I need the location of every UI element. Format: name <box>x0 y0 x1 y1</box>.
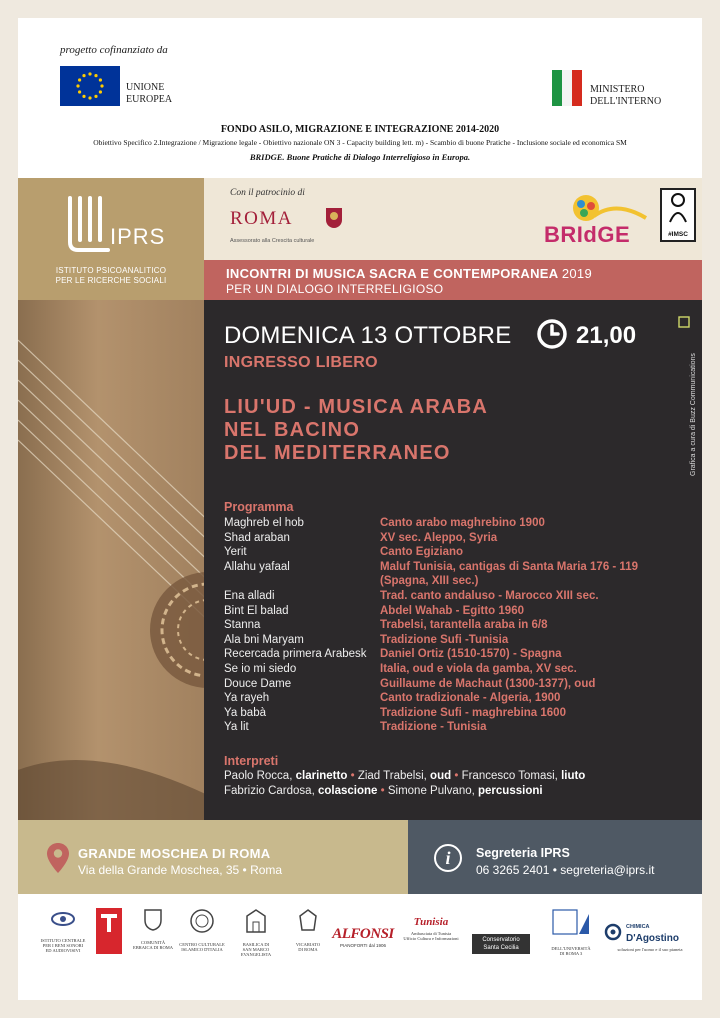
program-item: Ya lit Tradizione - Tunisia <box>224 721 487 734</box>
fund-title: FONDO ASILO, MIGRAZIONE E INTEGRAZIONE 2014-2020 <box>220 124 500 135</box>
buzz-leaf-icon <box>678 316 690 328</box>
partner-conservatorio: Conservatorio Santa Cecilia <box>472 934 534 1000</box>
event-date: DOMENICA 13 OTTOBRE <box>224 322 512 349</box>
performers-line-1: Paolo Rocca, clarinetto • Ziad Trabelsi, oud • Francesco Tomasi, liuto <box>224 770 586 782</box>
secretariat-block <box>408 820 702 894</box>
iprs-logo-icon <box>60 190 110 256</box>
bridge-project-line: BRIDGE. Buone Pratiche di Dialogo Interreligioso in Europa. <box>249 152 471 162</box>
partner-centro-islamico: CENTRO CULTURALE ISLAMICO D'ITALIA <box>178 908 226 978</box>
program-item: Allahu yafaal Maluf Tunisia, cantigas di Santa Maria 176 - 119 (Spagna, XIII sec.) <box>224 560 638 588</box>
roma-department: Assessorato alla Crescita culturale <box>230 238 315 244</box>
series-banner <box>204 260 702 300</box>
university-logo-icon <box>551 908 591 938</box>
imsc-figure-icon <box>662 190 694 226</box>
italy-flag-icon <box>552 70 582 106</box>
concert-title: LIU'UD - MUSICA ARABA NEL BACINO DEL MEDITERRANEO <box>224 396 489 464</box>
poster <box>18 18 702 1000</box>
entry-label: INGRESSO LIBERO <box>224 354 378 371</box>
iprs-logo-block <box>18 178 204 300</box>
secretariat-contact[interactable]: 06 3265 2401 • segreteria@iprs.it <box>476 863 655 877</box>
circle-seal-icon <box>189 908 215 934</box>
program-item: Ya babà Tradizione Sufi - maghrebina 1600 <box>224 706 566 719</box>
program-item: Maghreb el hob Canto arabo maghrebino 1900 <box>224 517 545 529</box>
cofinanced-label: progetto cofinanziato da <box>60 44 168 56</box>
partner-tunisia: Tunisia Ambasciata di Tunisia Ufficio Cultura e Informazioni <box>403 916 459 941</box>
imsc-logo <box>660 188 696 242</box>
partner-icbsa: ISTITUTO CENTRALE PER I BENI SONORI ED AUDIOVISIVI <box>38 908 88 978</box>
performers-line-2: Fabrizio Cardosa, colascione • Simone Pulvano, percussioni <box>224 785 543 797</box>
patronage-label: Con il patrocinio di <box>230 188 305 198</box>
partner-logos <box>18 894 702 1000</box>
series-title: INCONTRI DI MUSICA SACRA E CONTEMPORANEA <box>226 266 558 281</box>
venue-name: GRANDE MOSCHEA DI ROMA <box>78 846 271 861</box>
secretariat-name: Segreteria IPRS <box>476 846 570 860</box>
program-item: Shad araban XV sec. Aleppo, Syria <box>224 531 498 544</box>
eu-flag-icon <box>60 66 120 106</box>
bridge-logo-text: BRIdGE <box>544 222 631 247</box>
shield-icon <box>143 908 163 932</box>
program-item: Ya rayeh Canto tradizionale - Algeria, 1900 <box>224 692 561 705</box>
program-item: Se io mi siedo Italia, oud e viola da gamba, XV sec. <box>224 662 577 675</box>
eye-icon <box>51 908 75 930</box>
program-item: Ala bni Maryam Tradizione Sufi -Tunisia <box>224 633 509 646</box>
objectives-text: Obiettivo Specifico 2.Integrazione / Migrazione legale - Obiettivo nazionale ON 3 - Capacity building lett. m) - Scambio di buone Pratiche - Inclusione sociale ed economica SM <box>93 138 627 147</box>
partner-chimica-dagostino: CHIMICA D'Agostino soluzioni per l'uomo e il suo pianeta <box>604 920 696 990</box>
red-square-icon <box>96 908 122 954</box>
venue-address: Via della Grande Moschea, 35 • Roma <box>78 863 283 877</box>
program-item: Yerit Canto Egiziano <box>224 546 464 559</box>
series-year: 2019 <box>561 266 592 281</box>
partner-basilica: BASILICA DI SAN MARCO EVANGELISTA <box>228 908 284 978</box>
series-subtitle: PER UN DIALOGO INTERRELIGIOSO <box>226 282 444 296</box>
venue-block <box>18 820 408 894</box>
program-item: Recercada primera Arabesk Daniel Ortiz (1510-1570) - Spagna <box>224 648 562 661</box>
iprs-name: IPRS <box>110 224 166 249</box>
partner-vicariato: VICARIATO DI ROMA <box>288 908 328 978</box>
ministry-label: MINISTERO DELL'INTERNO <box>590 84 662 107</box>
program-item: Douce Dame Guillaume de Machaut (1300-1377), oud <box>224 677 596 690</box>
graphics-credit: Grafica a cura di Buzz Communications <box>690 353 697 476</box>
partner-uniroma3: DELL'UNIVERSITÀ DI ROMA 3 <box>546 908 596 978</box>
performers-title: Interpreti <box>224 754 279 768</box>
info-icon: i <box>434 844 462 872</box>
program-item: Stanna Trabelsi, tarantella araba in 6/8 <box>224 619 548 632</box>
partner-comunita-ebraica: COMUNITÀ EBRAICA DI ROMA <box>130 908 176 978</box>
patronage-block <box>204 178 702 260</box>
imsc-logo-text: #IMSC <box>668 231 688 238</box>
clock-icon <box>536 318 568 350</box>
header <box>18 18 702 178</box>
program-title: Programma <box>224 500 294 514</box>
roma-shield-icon <box>326 208 342 228</box>
event-time: 21,00 <box>576 322 637 349</box>
partner-red-logo <box>94 908 124 978</box>
oud-photo <box>18 300 218 820</box>
event-panel <box>18 300 702 820</box>
location-pin-icon <box>46 842 70 874</box>
molecule-icon <box>604 923 622 941</box>
roma-logo-text: ROMA <box>230 208 294 229</box>
program-item: Ena alladi Trad. canto andaluso - Marocco XIII sec. <box>224 589 599 602</box>
program-list <box>224 516 684 735</box>
program-item: Bint El balad Abdel Wahab - Egitto 1960 <box>224 604 524 617</box>
iprs-subtitle: ISTITUTO PSICOANALITICO PER LE RICERCHE SOCIALI <box>55 266 167 285</box>
building-icon <box>245 908 267 934</box>
crest-icon <box>298 908 318 934</box>
eu-label: UNIONE EUROPEA <box>126 82 173 105</box>
partner-alfonsi: ALFONSI PIANOFORTI dal 1906 <box>332 926 394 948</box>
